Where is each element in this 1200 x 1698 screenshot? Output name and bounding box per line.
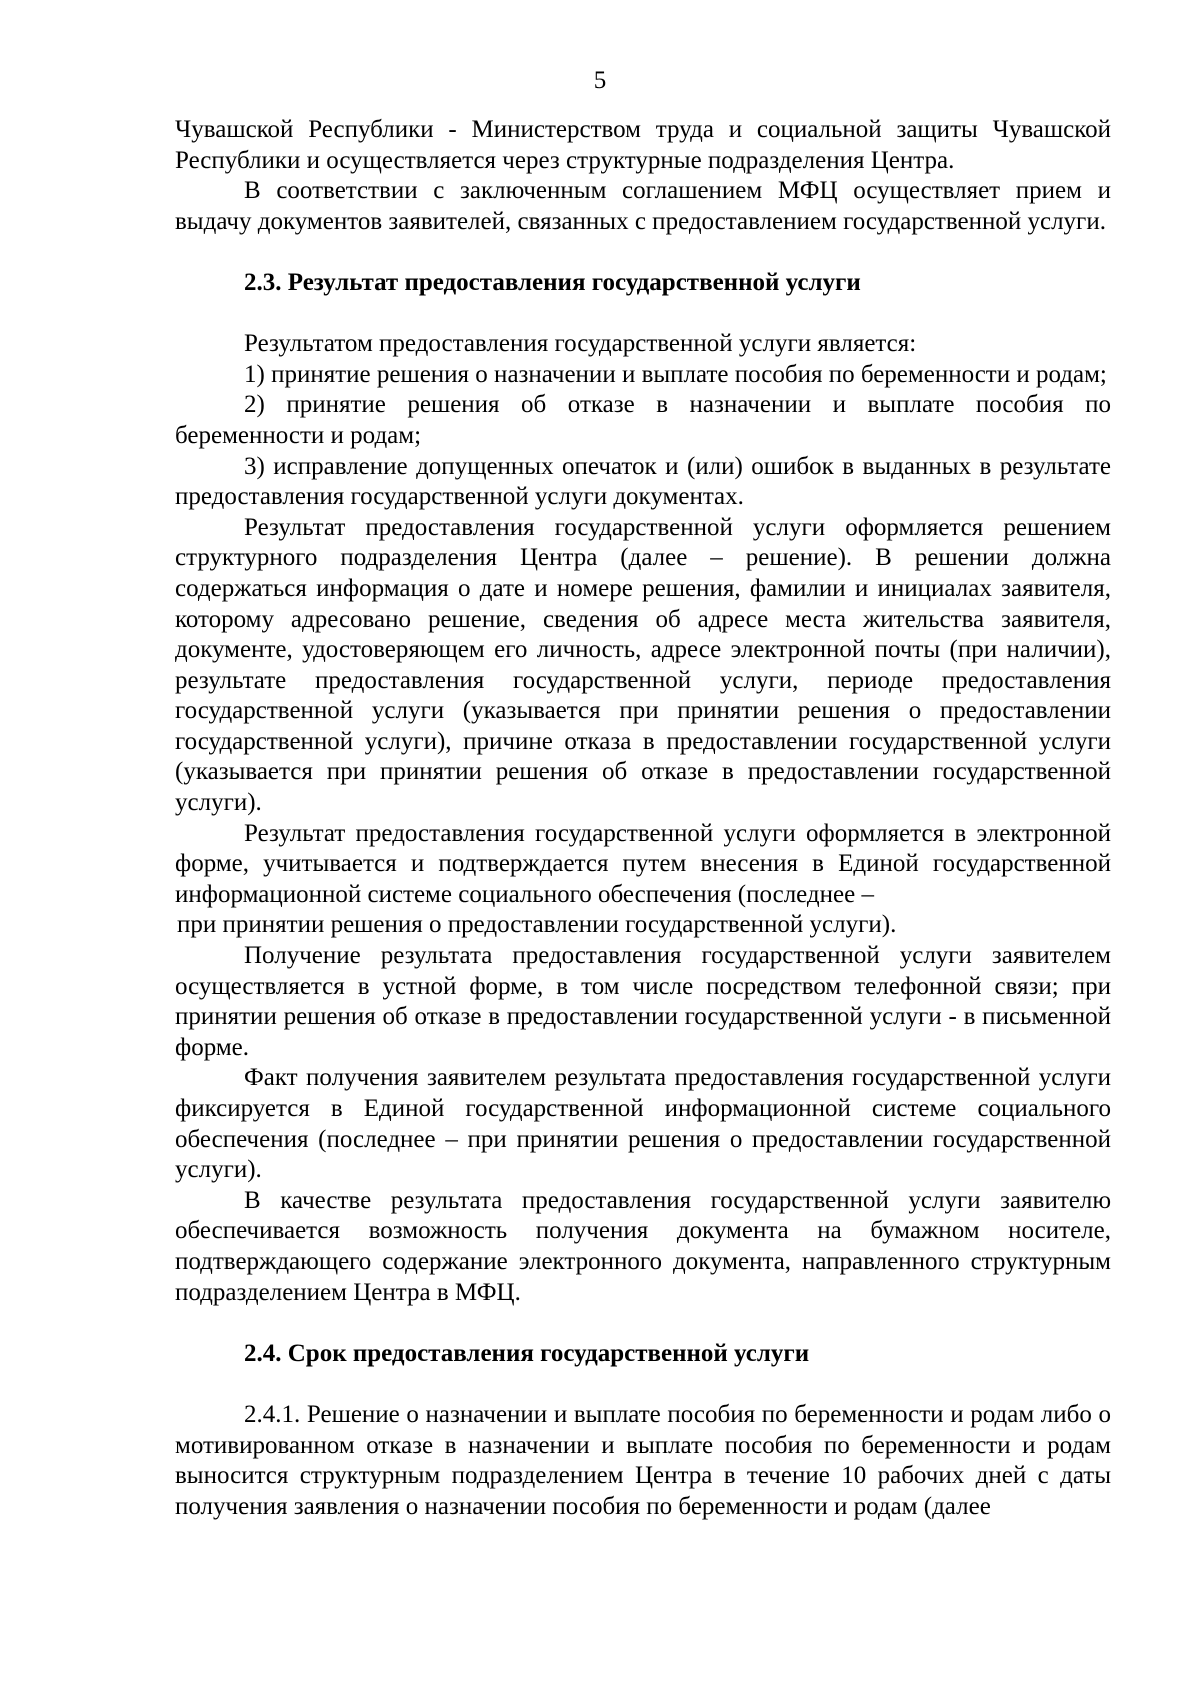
spacer [175, 1369, 1111, 1400]
paragraph: В соответствии с заключенным соглашением МФЦ осуществляет прием и выдачу документов заявителей, связанных с предоставлением государственной услуги. [175, 177, 1111, 235]
section-heading: 2.4. Срок предоставления государственной услуги [244, 1339, 810, 1367]
paragraph: В качестве результата предоставления государственной услуги заявителю обеспечивается возможность получения документа на бумажном носителе, подтверждающего содержание электронного документа, направленного структурным подразделением Центра в МФЦ. [175, 1186, 1111, 1306]
list-item: 3) исправление допущенных опечаток и (или) ошибок в выданных в результате предоставления государственной услуги документах. [175, 452, 1111, 511]
spacer [175, 1308, 1111, 1339]
paragraph-continuation: при принятии решения о предоставлении государственной услуги). [177, 911, 897, 939]
list-item: 2) принятие решения об отказе в назначении и выплате пособия по беременности и родам; [175, 391, 1111, 449]
paragraph: Результатом предоставления государственной услуги является: [244, 330, 917, 358]
paragraph: Результат предоставления государственной услуги оформляется решением структурного подразделения Центра (далее – решение). В решении должна содержаться информация о дате и номере решения, фамилии и инициалах заявителя, которому адресовано решение, сведения об адресе места жительства заявителя, документе, удостоверяющем его личность, адресе электронной почты (при наличии), результате предоставления государственной услуги, периоде предоставления государственной услуги (указывается при принятии решения о предоставлении государственной услуги), причине отказа в предоставлении государственной услуги (указывается при принятии решения об отказе в предоставлении государственной услуги). [175, 513, 1111, 817]
page-number: 5 [593, 67, 607, 94]
spacer [175, 237, 1111, 268]
paragraph: Факт получения заявителем результата предоставления государственной услуги фиксируется в Единой государственной информационной системе социального обеспечения (последнее – при принятии решения о предоставлении государственной услуги). [175, 1064, 1111, 1184]
section-heading: 2.3. Результат предоставления государственной услуги [244, 268, 861, 296]
spacer [175, 299, 1111, 330]
list-item: 1) принятие решения о назначении и выплате пособия по беременности и родам; [244, 360, 1107, 388]
document-body [175, 115, 1111, 1522]
paragraph: Чувашской Республики - Министерством труда и социальной защиты Чувашской Республики и осуществляется через структурные подразделения Центра. [175, 116, 1111, 174]
paragraph: 2.4.1. Решение о назначении и выплате пособия по беременности и родам либо о мотивированном отказе в назначении и выплате пособия по беременности и родам выносится структурным подразделением Центра в течение 10 рабочих дней с даты получения заявления о назначении пособия по беременности и родам (далее [175, 1400, 1111, 1520]
paragraph: Результат предоставления государственной услуги оформляется в электронной форме, учитывается и подтверждается путем внесения в Единой государственной информационной системе социального обеспечения (последнее – [175, 819, 1111, 908]
paragraph: Получение результата предоставления государственной услуги заявителем осуществляется в устной форме, в том числе посредством телефонной связи; при принятии решения об отказе в предоставлении государственной услуги - в письменной форме. [175, 942, 1111, 1061]
